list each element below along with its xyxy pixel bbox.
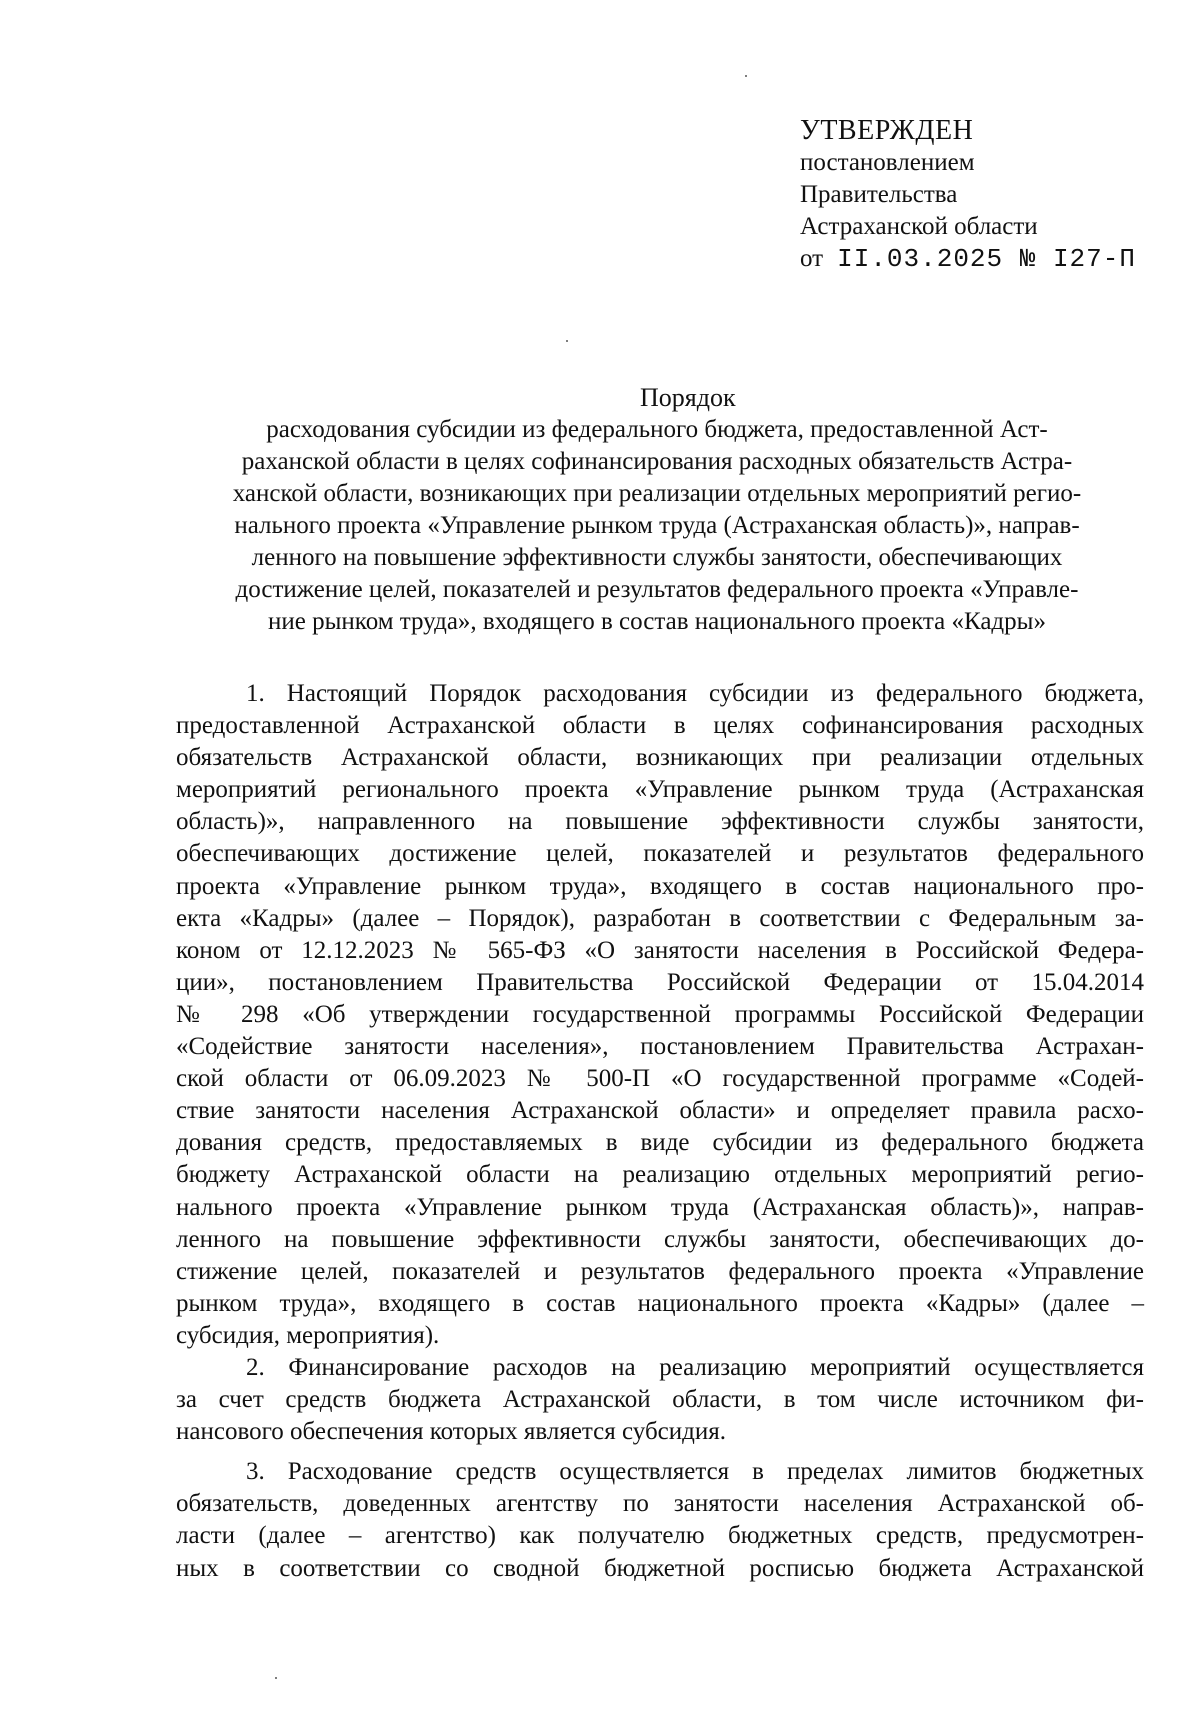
approval-line-3: Астраханской области <box>800 213 1038 240</box>
paragraph-1-line: «Содействие занятости населения», постановлением Правительства Астрахан- <box>176 1033 1144 1061</box>
subtitle-line: достижение целей, показателей и результатов федерального проекта «Управле- <box>235 576 1079 603</box>
subtitle-line: нального проекта «Управление рынком труда (Астраханская область)», направ- <box>234 512 1080 539</box>
paragraph-1-line: коном от 12.12.2023 № 565-ФЗ «О занятости населения в Российской Федера- <box>176 936 1144 964</box>
paragraph-1-line: обеспечивающих достижение целей, показателей и результатов федерального <box>176 840 1144 868</box>
document-subtitle <box>172 414 1142 638</box>
paragraph-3-line: ных в соответствии со сводной бюджетной росписью бюджета Астраханской <box>176 1554 1144 1582</box>
subtitle-line: раханской области в целях софинансирования расходных обязательств Астра- <box>241 448 1073 475</box>
subtitle-line: ленного на повышение эффективности службы занятости, обеспечивающих <box>251 544 1063 571</box>
paragraph-1-line: предоставленной Астраханской области в целях софинансирования расходных <box>176 712 1144 740</box>
approval-line-2: Правительства <box>800 181 958 208</box>
document-body <box>176 678 1144 1585</box>
paragraph-1-line: субсидия, мероприятия). <box>176 1321 440 1349</box>
scan-speck <box>745 75 747 77</box>
paragraph-1-line: проекта «Управление рынком труда», входящего в состав национального про- <box>176 872 1144 900</box>
paragraph-1-line: обязательств Астраханской области, возникающих при реализации отдельных <box>176 744 1144 772</box>
paragraph-1-line: стижение целей, показателей и результатов федерального проекта «Управление <box>176 1257 1144 1285</box>
paragraph-1-line: дования средств, предоставляемых в виде субсидии из федерального бюджета <box>176 1129 1144 1157</box>
scan-speck <box>566 340 568 342</box>
paragraph-1-line: 1. Настоящий Порядок расходования субсидии из федерального бюджета, <box>246 680 1144 707</box>
paragraph-1-line: рынком труда», входящего в состав национального проекта «Кадры» (далее – <box>176 1289 1144 1317</box>
paragraph-2-line: нансового обеспечения которых является субсидия. <box>176 1418 726 1446</box>
approval-date-prefix: от <box>800 245 824 272</box>
paragraph-1-line: ствие занятости населения Астраханской области» и определяет правила расхо- <box>176 1097 1144 1125</box>
subtitle-line: ханской области, возникающих при реализации отдельных мероприятий регио- <box>232 480 1082 507</box>
scan-speck <box>275 1677 277 1679</box>
paragraph-1-line: № 298 «Об утверждении государственной программы Российской Федерации <box>176 1000 1144 1028</box>
subtitle-line: ние рынком труда», входящего в состав национального проекта «Кадры» <box>268 608 1046 635</box>
paragraph-1-line: область)», направленного на повышение эффективности службы занятости, <box>176 808 1144 836</box>
approval-block <box>800 115 1136 275</box>
subtitle-line: расходования субсидии из федерального бюджета, предоставленной Аст- <box>266 416 1048 443</box>
approval-date-line <box>800 243 1136 275</box>
paragraph-1-line: бюджету Астраханской области на реализацию отдельных мероприятий регио- <box>176 1161 1144 1189</box>
approval-stamp: УТВЕРЖДЕН <box>800 115 974 146</box>
paragraph-1-line: ленного на повышение эффективности службы занятости, обеспечивающих до- <box>176 1225 1144 1253</box>
paragraph-2-line: 2. Финансирование расходов на реализацию мероприятий осуществляется <box>246 1353 1144 1381</box>
approval-date-value: II.03.2025 № I27-П <box>837 244 1136 274</box>
paragraph-1-line: ции», постановлением Правительства Российской Федерации от 15.04.2014 <box>176 968 1144 996</box>
document-title: Порядок <box>640 383 736 412</box>
paragraph-3-line: 3. Расходование средств осуществляется в пределах лимитов бюджетных <box>246 1458 1144 1486</box>
paragraph-3-line: ласти (далее – агентство) как получателю бюджетных средств, предусмотрен- <box>176 1522 1144 1550</box>
paragraph-1-line: екта «Кадры» (далее – Порядок), разработан в соответствии с Федеральным за- <box>176 904 1144 932</box>
approval-line-1: постановлением <box>800 149 975 176</box>
paragraph-1-line: ской области от 06.09.2023 № 500-П «О государственной программе «Содей- <box>176 1065 1144 1093</box>
paragraph-3-line: обязательств, доведенных агентству по занятости населения Астраханской об- <box>176 1490 1144 1518</box>
paragraph-2-line: за счет средств бюджета Астраханской области, в том числе источником фи- <box>176 1386 1144 1414</box>
paragraph-1-line: нального проекта «Управление рынком труда (Астраханская область)», направ- <box>176 1193 1144 1221</box>
paragraph-1-line: мероприятий регионального проекта «Управление рынком труда (Астраханская <box>176 776 1144 804</box>
